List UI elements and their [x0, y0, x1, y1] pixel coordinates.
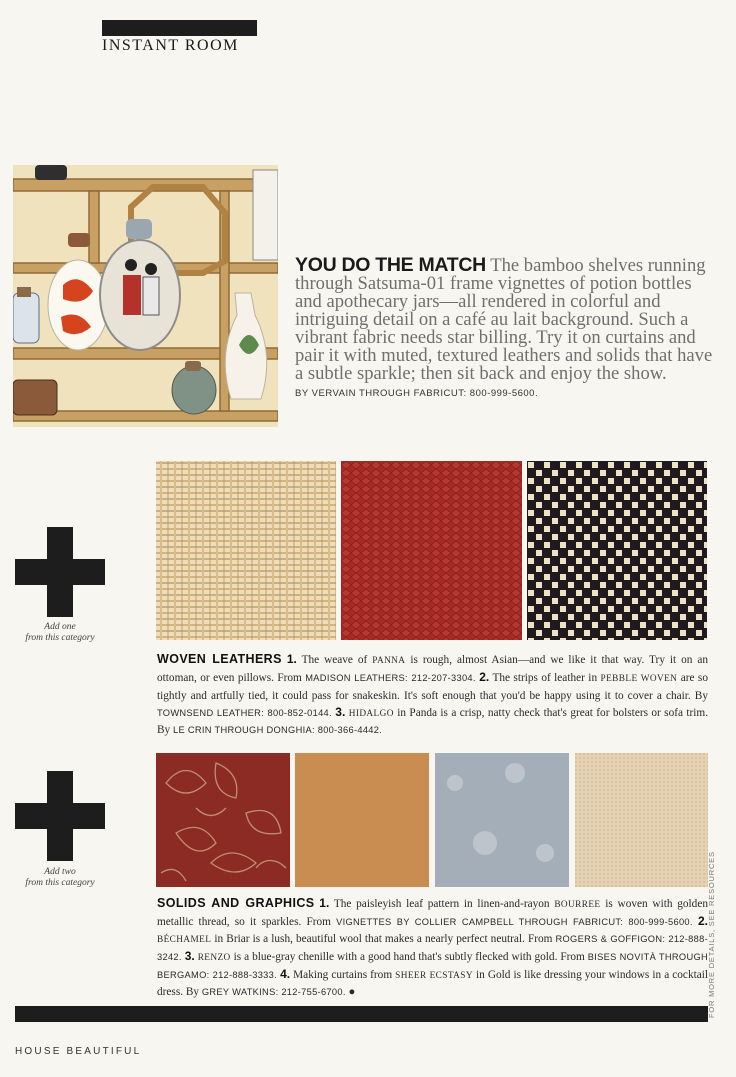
- footer-bar: [15, 1006, 708, 1022]
- item-source: TOWNSEND LEATHER: 800-852-0144.: [157, 707, 332, 718]
- header-bar: [102, 20, 257, 36]
- item-name: PANNA: [372, 656, 406, 666]
- item-text: Making curtains from: [293, 969, 393, 982]
- item-text: in Panda is a crisp, natty check that's great for bolsters or sofa trim. By: [157, 706, 709, 737]
- intro-text: [295, 256, 715, 400]
- swatch-hidalgo: [527, 461, 707, 640]
- item-name: BÉCHAMEL: [157, 934, 212, 945]
- item-source: VIGNETTES BY COLLIER CAMPBELL THROUGH FABRICUT: 800-999-5600.: [336, 917, 693, 928]
- item-text: is a blue-gray chenille with a good hand that's subtly flecked with gold. From: [233, 950, 585, 963]
- item-source: ROGERS & GOFFIGON: 212-888-3242.: [157, 933, 708, 962]
- swatch-panna: [156, 461, 336, 640]
- item-name: BOURREE: [554, 900, 601, 910]
- item-source: BISES NOVITÀ THROUGH BERGAMO: 212-888-3333.: [157, 951, 709, 981]
- plus-icon-category-2: [15, 771, 105, 861]
- intro-credit: BY VERVAIN THROUGH FABRICUT: 800-999-5600.: [295, 388, 539, 399]
- magazine-name: HOUSE BEAUTIFUL: [15, 1046, 142, 1057]
- plus-icon-category-1: [15, 527, 105, 617]
- solids-graphics-text: [157, 895, 708, 1001]
- item-number: 4.: [280, 967, 291, 982]
- swatch-bourree: [156, 753, 290, 887]
- caption-line: from this category: [25, 633, 95, 643]
- intro-title: YOU DO THE MATCH: [295, 254, 486, 276]
- resources-note: FOR MORE DETAILS, SEE RESOURCES: [707, 851, 716, 1018]
- item-name: PEBBLE WOVEN: [600, 674, 678, 685]
- section-label: INSTANT ROOM: [102, 37, 239, 54]
- item-text: The weave of: [301, 654, 368, 666]
- swatch-renzo: [435, 753, 569, 887]
- category-1-title: WOVEN LEATHERS: [157, 652, 282, 666]
- item-number: 2.: [479, 670, 490, 685]
- swatch-pebble-woven: [341, 461, 522, 640]
- item-text: in Briar is a lush, beautiful wool that makes a nearly perfect neutral. From: [214, 932, 553, 945]
- item-name: SHEER ECSTASY: [395, 971, 473, 982]
- swatch-bechamel: [295, 753, 429, 887]
- item-name: HIDALGO: [348, 708, 394, 719]
- caption-line: from this category: [25, 878, 95, 888]
- item-source: GREY WATKINS: 212-755-6700.: [201, 987, 346, 998]
- item-text: is rough, almost Asian—and we like it that way. Try it on an ottoman, or even pillows. From: [157, 654, 709, 685]
- intro-body: The bamboo shelves running through Satsuma-01 frame vignettes of potion bottles and apothecary jars—all rendered in colorful and intriguing detail on a café au lait background. Such a vibrant fabric needs star billing. Try it on curtains and pair it with muted, textured leathers and solids that have a subtle sparkle; then sit back and enjoy the show.: [295, 255, 713, 384]
- item-source: MADISON LEATHERS: 212-207-3304.: [305, 673, 476, 684]
- item-text: The strips of leather in: [492, 672, 598, 685]
- category-2-caption: [5, 867, 115, 889]
- caption-line: Add two: [44, 867, 76, 877]
- woven-leathers-text: [157, 651, 708, 738]
- item-text: in Gold is like dressing your windows in a cocktail dress. By: [157, 969, 709, 999]
- item-text: is woven with golden metallic thread, so it sparkles. From: [157, 898, 708, 929]
- item-number: 1.: [286, 652, 297, 666]
- item-name: RENZO: [197, 952, 231, 963]
- caption-line: Add one: [44, 622, 76, 632]
- item-number: 3.: [184, 948, 195, 963]
- item-number: 3.: [335, 704, 346, 719]
- swatch-sheer-ecstasy: [575, 753, 708, 887]
- item-source: LE CRIN THROUGH DONGHIA: 800-366-4442.: [173, 725, 383, 736]
- item-number: 1.: [319, 896, 330, 910]
- item-text: are so tightly and artfully tied, it could pass for snakeskin. It's soft enough that you'd be happy using it to cover a chair. By: [157, 672, 708, 702]
- item-number: 2.: [697, 914, 708, 929]
- category-2-title: SOLIDS AND GRAPHICS: [157, 896, 315, 910]
- hero-fabric-image: [13, 165, 278, 427]
- item-text: The paisleyish leaf pattern in linen-and-rayon: [333, 898, 550, 910]
- category-1-caption: [5, 622, 115, 644]
- end-mark: ●: [348, 986, 356, 999]
